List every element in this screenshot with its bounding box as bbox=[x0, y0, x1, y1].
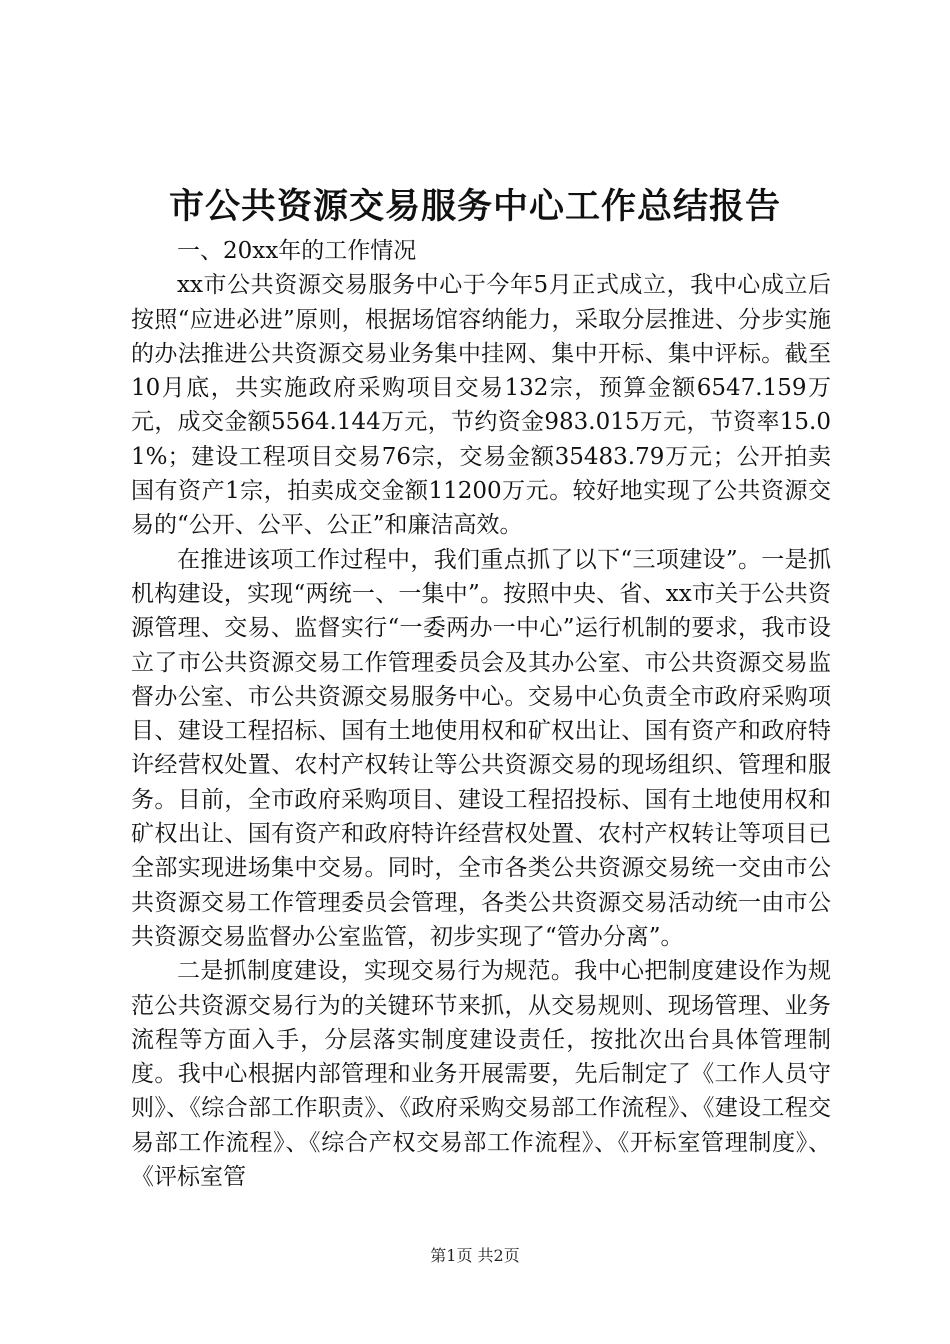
body-paragraph: 二是抓制度建设，实现交易行为规范。我中心把制度建设作为规范公共资源交易行为的关键环节来抓，从交易规则、现场管理、业务流程等方面入手，分层落实制度建设责任，按批次出台具体管理制度。我中心根据内部管理和业务开展需要，先后制定了《工作人员守则》、《综合部工作职责》、《政府采购交易部工作流程》、《建设工程交易部工作流程》、《综合产权交易部工作流程》、《开标室管理制度》、《评标室管 bbox=[131, 958, 831, 1191]
page-footer: 第1页 共2页 bbox=[430, 1246, 520, 1265]
document-title: 市公共资源交易服务中心工作总结报告 bbox=[168, 186, 781, 227]
body-paragraph: 在推进该项工作过程中，我们重点抓了以下“三项建设”。一是抓机构建设，实现“两统一、一集中”。按照中央、省、xx市关于公共资源管理、交易、监督实行“一委两办一中心”运行机制的要求，我市设立了市公共资源交易工作管理委员会及其办公室、市公共资源交易监督办公室、市公共资源交易服务中心。交易中心负责全市政府采购项目、建设工程招标、国有土地使用权和矿权出让、国有资产和政府特许经营权处置、农村产权转让等公共资源交易的现场组织、管理和服务。目前，全市政府采购项目、建设工程招投标、国有土地使用权和矿权出让、国有资产和政府特许经营权处置、农村产权转让等项目已全部实现进场集中交易。同时，全市各类公共资源交易统一交由市公共资源交易工作管理委员会管理，各类公共资源交易活动统一由市公共资源交易监督办公室监管，初步实现了“管办分离”。 bbox=[131, 546, 831, 950]
document-body bbox=[131, 234, 831, 1194]
body-paragraph: xx市公共资源交易服务中心于今年5月正式成立，我中心成立后按照“应进必进”原则，根据场馆容纳能力，采取分层推进、分步实施的办法推进公共资源交易业务集中挂网、集中开标、集中评标。截至10月底，共实施政府采购项目交易132宗，预算金额6547.159万元，成交金额5564.144万元，节约资金983.015万元，节资率15.01%；建设工程项目交易76宗，交易金额35483.79万元；公开拍卖国有资产1宗，拍卖成交金额11200万元。较好地实现了公共资源交易的“公开、公平、公正”和廉洁高效。 bbox=[131, 272, 831, 539]
section-heading: 一、20xx年的工作情况 bbox=[177, 238, 417, 264]
